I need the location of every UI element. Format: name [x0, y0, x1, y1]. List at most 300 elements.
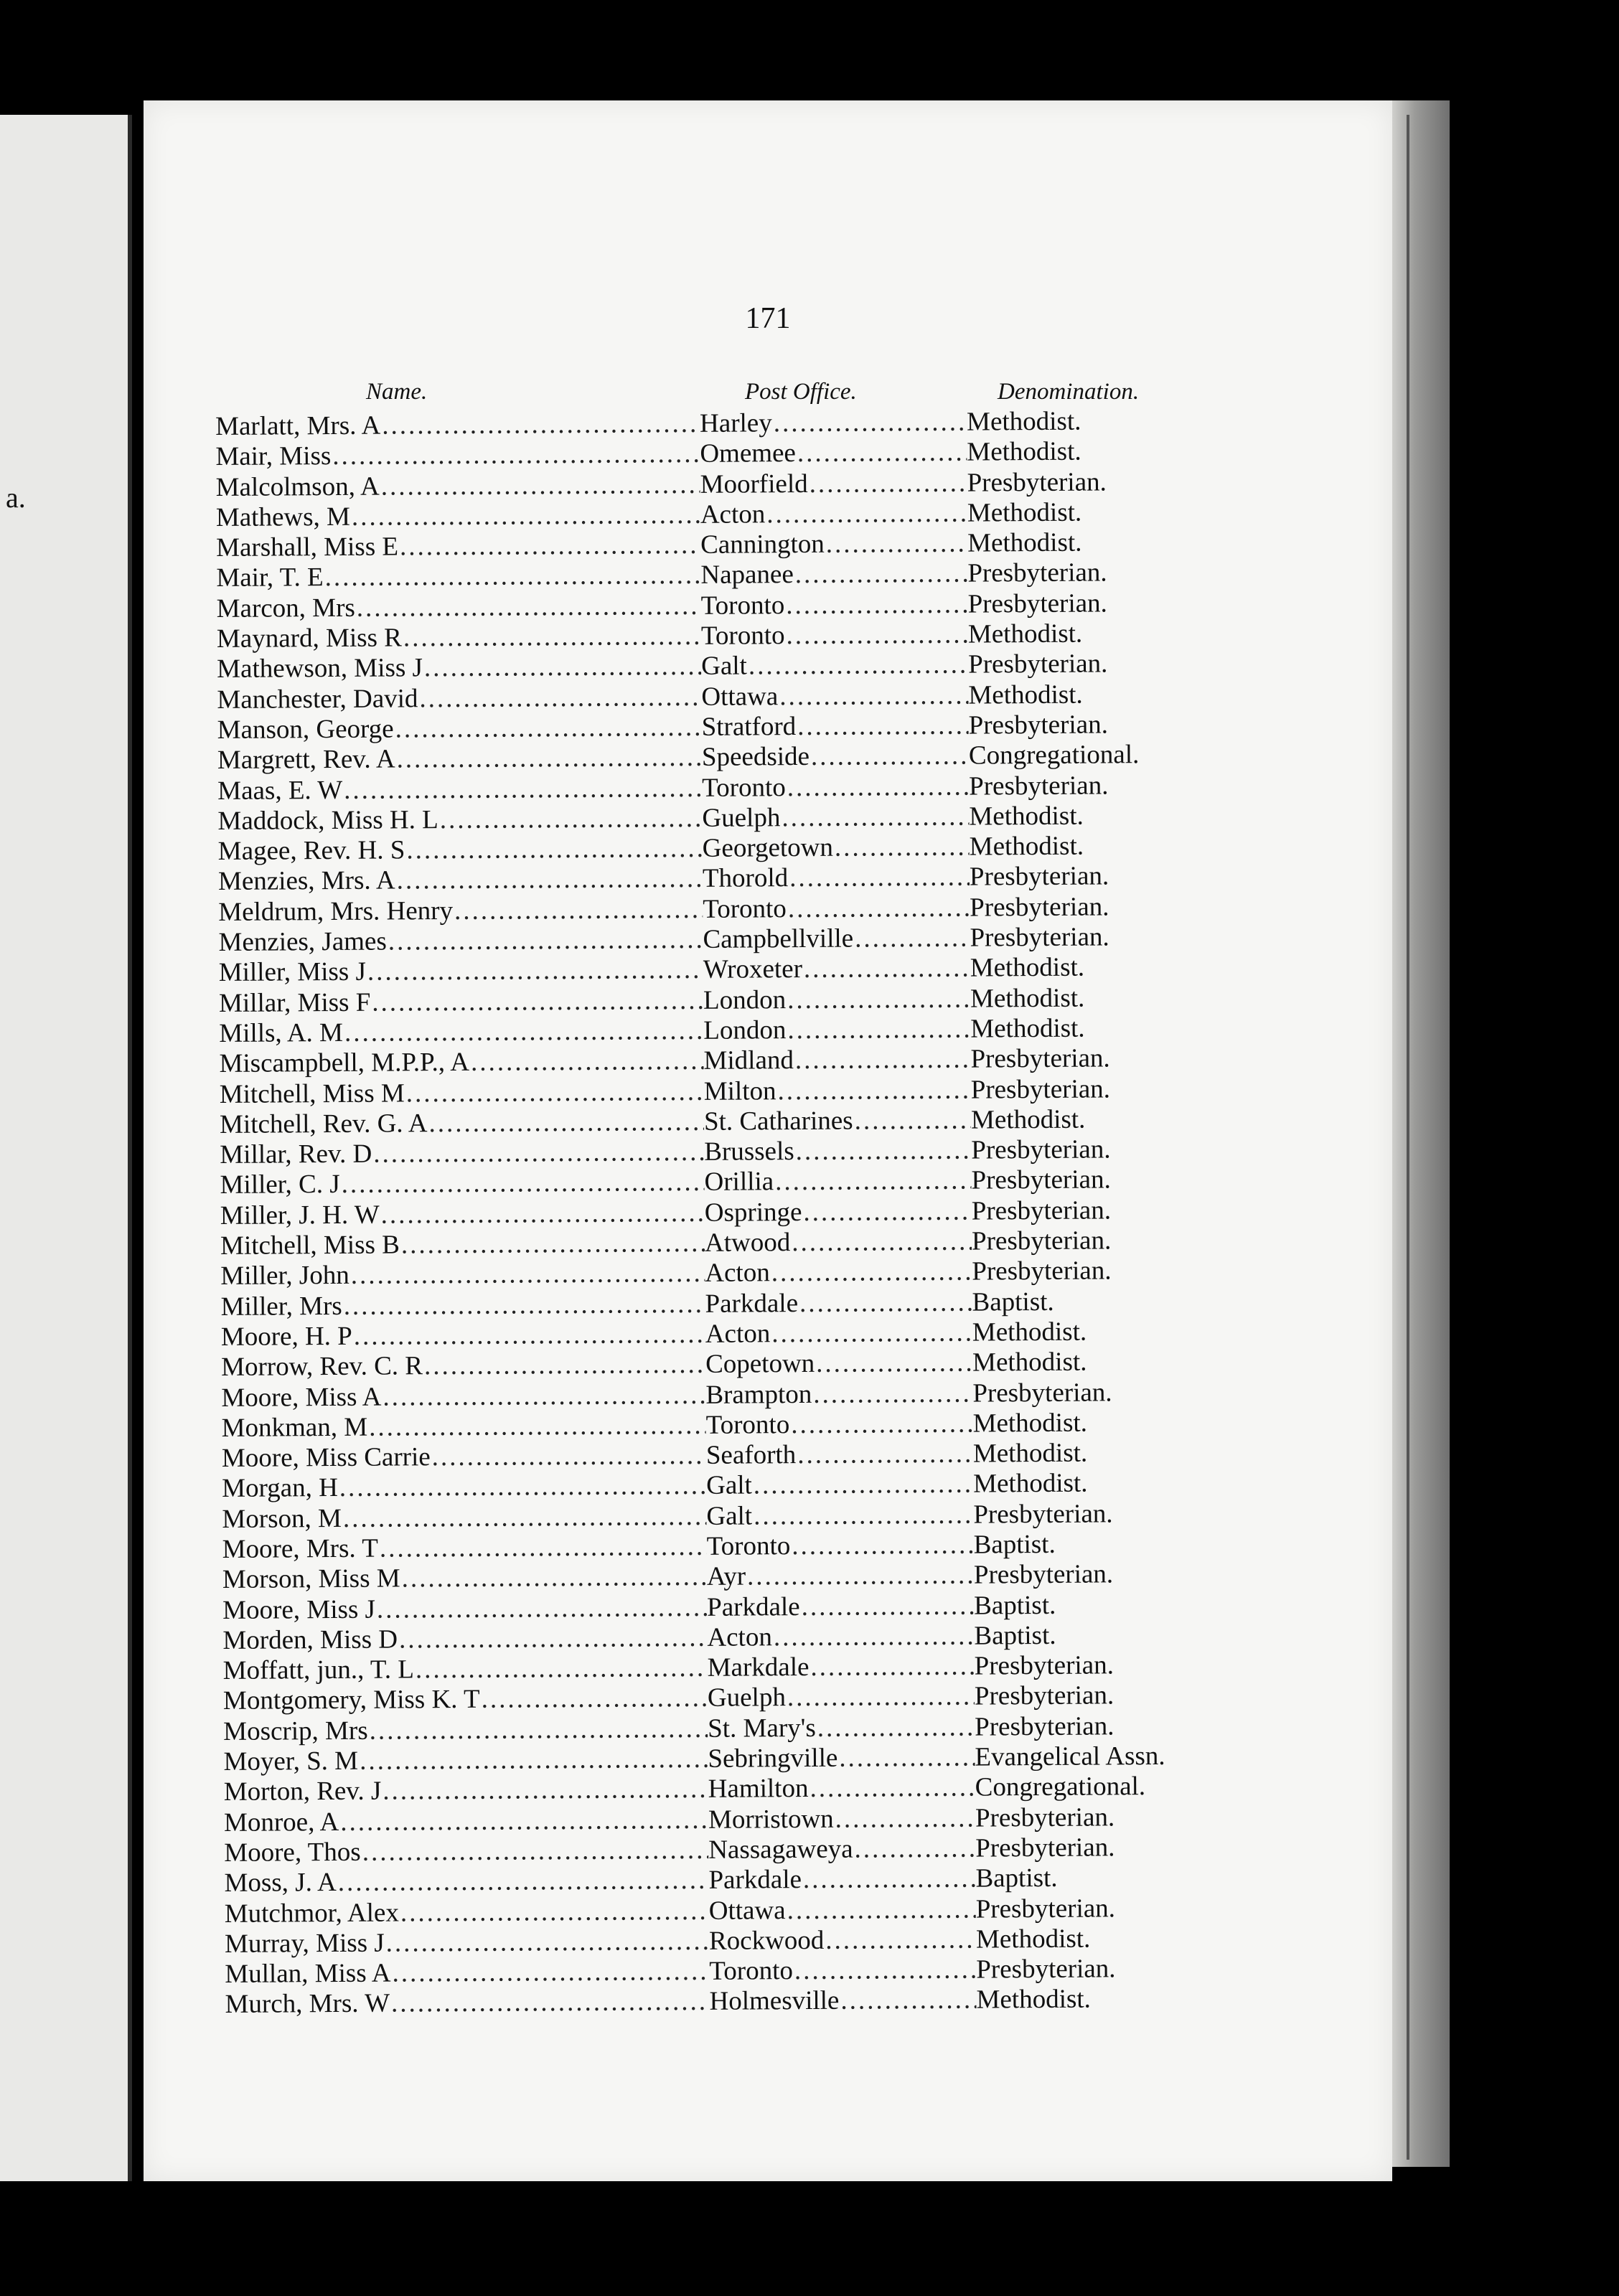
leader-dots: [395, 864, 703, 896]
entry-denomination: Presbyterian.: [976, 1954, 1116, 1985]
entry-post-office-cell: [707, 1530, 974, 1563]
entry-name-cell: [225, 1926, 709, 1959]
entry-denomination: Presbyterian.: [975, 1711, 1114, 1742]
entry-name-cell: [223, 1714, 708, 1747]
entry-name: Millar, Rev. D: [220, 1139, 372, 1170]
entry-denomination: Presbyterian.: [975, 1802, 1115, 1833]
entry-name-cell: [224, 1866, 708, 1899]
entry-post-office: Harley: [699, 408, 772, 438]
entry-post-office: Parkdale: [705, 1288, 799, 1319]
entry-post-office-cell: [709, 1985, 976, 2018]
entry-post-office-cell: [701, 620, 968, 652]
entry-name-cell: [222, 1471, 706, 1504]
leader-dots: [390, 1957, 709, 1989]
entry-denomination: Baptist.: [975, 1863, 1058, 1893]
entry-name: Moore, Miss Carrie: [221, 1442, 431, 1474]
leader-dots: [796, 711, 969, 743]
entry-name: Morden, Miss D: [222, 1624, 398, 1655]
leader-dots: [418, 682, 701, 715]
entry-denomination: Presbyterian.: [974, 1650, 1114, 1681]
entry-post-office: Parkdale: [707, 1591, 800, 1622]
entry-name-cell: [217, 651, 701, 684]
leader-dots: [342, 773, 702, 805]
entry-denomination: Presbyterian.: [973, 1559, 1114, 1590]
entry-denomination: Methodist.: [967, 436, 1081, 467]
entry-name-cell: [215, 439, 700, 472]
entry-denomination: Methodist.: [972, 1317, 1087, 1347]
leader-dots: [853, 923, 970, 954]
entry-post-office-cell: [705, 1317, 972, 1350]
entry-post-office-cell: [701, 650, 968, 682]
entry-denomination: Presbyterian.: [974, 1680, 1114, 1712]
entry-post-office: Speedside: [701, 742, 810, 773]
entry-denomination: Methodist.: [967, 527, 1082, 558]
entry-post-office: Toronto: [700, 590, 785, 621]
entry-name-cell: [220, 1289, 705, 1322]
entry-post-office: Toronto: [706, 1531, 791, 1561]
entry-post-office-cell: [708, 1682, 975, 1714]
entry-post-office-cell: [700, 438, 967, 470]
leader-dots: [427, 1107, 704, 1139]
page-number: 171: [745, 302, 791, 335]
leader-dots: [423, 1350, 705, 1382]
leader-dots: [784, 620, 968, 651]
entry-name: Moss, J. A: [224, 1868, 337, 1899]
entry-denomination: Presbyterian.: [970, 1043, 1110, 1074]
entry-post-office-cell: [700, 529, 967, 561]
page-fold-line: [1407, 115, 1409, 2160]
leader-dots: [770, 1257, 972, 1289]
entry-post-office: Toronto: [709, 1956, 794, 1986]
leader-dots: [387, 925, 703, 957]
leader-dots: [776, 1075, 971, 1106]
directory-entry: [225, 1983, 1344, 2020]
leader-dots: [824, 1924, 976, 1956]
leader-dots: [802, 1196, 972, 1228]
entry-denomination: Presbyterian.: [969, 861, 1109, 893]
entry-name: Moscrip, Mrs: [223, 1716, 368, 1746]
entry-name-cell: [221, 1380, 705, 1413]
leader-dots: [772, 408, 967, 439]
entry-name: Morgan, H: [222, 1473, 338, 1504]
entry-denomination: Methodist.: [970, 1013, 1085, 1044]
leader-dots: [381, 1774, 708, 1807]
entry-name: Meldrum, Mrs. Henry: [218, 895, 454, 927]
leader-dots: [378, 1532, 707, 1564]
entry-denomination: Methodist.: [967, 497, 1082, 528]
entry-name-cell: [222, 1502, 706, 1535]
entry-post-office-cell: [704, 1075, 971, 1107]
entry-post-office-cell: [703, 862, 970, 895]
entry-name: Millar, Miss F: [218, 987, 371, 1018]
entry-post-office: Ottawa: [708, 1895, 786, 1926]
entry-name: Mitchell, Miss B: [220, 1230, 400, 1261]
entry-name: Miller, John: [220, 1261, 349, 1292]
entry-name-cell: [222, 1623, 707, 1656]
leader-dots: [331, 439, 700, 471]
entry-post-office-cell: [703, 893, 970, 925]
entry-name: Murray, Miss J: [224, 1928, 385, 1959]
entry-name-cell: [219, 955, 703, 988]
entry-post-office-cell: [708, 1652, 975, 1684]
leader-dots: [385, 1926, 710, 1959]
entry-post-office-cell: [700, 408, 967, 440]
entry-name-cell: [217, 804, 702, 837]
entry-post-office-cell: [709, 1955, 976, 1987]
entry-denomination: Presbyterian.: [975, 1832, 1115, 1863]
entry-post-office-cell: [707, 1591, 974, 1623]
leader-dots: [794, 1045, 971, 1076]
leader-dots: [338, 1471, 707, 1503]
entry-denomination: Methodist.: [970, 1104, 1086, 1135]
leader-dots: [786, 1682, 975, 1713]
entry-name-cell: [222, 1411, 706, 1444]
entry-post-office: Cannington: [700, 530, 825, 560]
leader-dots: [853, 1105, 972, 1136]
leader-dots: [786, 1894, 976, 1926]
entry-post-office-cell: [705, 1196, 972, 1228]
entry-denomination: Baptist.: [974, 1590, 1056, 1621]
entry-post-office: Acton: [700, 499, 766, 530]
leader-dots: [395, 743, 702, 775]
entry-post-office: Campbellville: [703, 923, 854, 954]
entry-name: Mills, A. M: [219, 1017, 344, 1048]
entry-post-office: Sebringville: [708, 1743, 838, 1774]
leader-dots: [398, 530, 700, 563]
entry-name: Miscampbell, M.P.P., A: [219, 1048, 470, 1079]
entry-name-cell: [217, 773, 702, 806]
leader-dots: [786, 1015, 970, 1046]
entry-post-office-cell: [705, 1227, 972, 1259]
leader-dots: [423, 651, 701, 684]
leader-dots: [375, 1592, 707, 1624]
entry-post-office: Atwood: [704, 1228, 791, 1258]
entry-denomination: Methodist.: [975, 1924, 1091, 1954]
leader-dots: [372, 1137, 704, 1170]
leader-dots: [825, 529, 968, 560]
leader-dots: [802, 1864, 976, 1896]
leader-dots: [790, 1530, 974, 1562]
leader-dots: [834, 1803, 976, 1835]
entry-denomination: Methodist.: [969, 831, 1084, 862]
entry-name: Miller, Mrs: [220, 1291, 342, 1322]
entry-name: Moyer, S. M: [223, 1746, 359, 1777]
entry-post-office: Galt: [706, 1501, 753, 1531]
entry-denomination: Presbyterian.: [972, 1256, 1112, 1286]
entry-post-office-cell: [709, 1924, 976, 1957]
leader-dots: [342, 1502, 707, 1534]
entry-post-office-cell: [703, 832, 970, 865]
leader-dots: [367, 1411, 706, 1443]
entry-name-cell: [216, 469, 700, 502]
entry-name-cell: [217, 621, 701, 654]
entry-name-cell: [222, 1562, 707, 1595]
leader-dots: [810, 741, 969, 773]
leader-dots: [837, 1743, 975, 1774]
entry-denomination: Baptist.: [972, 1286, 1054, 1317]
leader-dots: [793, 1955, 977, 1987]
leader-dots: [786, 771, 970, 803]
entry-denomination: Methodist.: [968, 679, 1083, 710]
entry-post-office: Guelph: [707, 1683, 787, 1713]
left-page-edge: [0, 115, 132, 2181]
entry-post-office-cell: [703, 1045, 970, 1077]
entry-post-office-cell: [701, 589, 968, 621]
leader-dots: [355, 591, 701, 624]
entry-post-office-cell: [701, 680, 968, 712]
entry-post-office: Ottawa: [701, 681, 779, 712]
entry-name-cell: [215, 409, 700, 442]
entry-post-office-cell: [707, 1621, 974, 1653]
entry-denomination: Presbyterian.: [975, 1893, 1116, 1924]
entry-denomination: Methodist.: [967, 618, 1083, 649]
entry-name-cell: [222, 1441, 706, 1474]
entry-post-office-cell: [709, 1894, 976, 1926]
leader-dots: [816, 1712, 975, 1744]
entry-name-cell: [220, 1167, 704, 1200]
leader-dots: [809, 1652, 974, 1683]
entry-name-cell: [223, 1744, 708, 1777]
entry-name-cell: [221, 1350, 705, 1383]
entry-post-office-cell: [703, 954, 970, 986]
leader-dots: [402, 621, 701, 654]
entry-post-office-cell: [704, 1136, 971, 1168]
entry-denomination: Presbyterian.: [968, 649, 1108, 679]
entry-post-office-cell: [700, 559, 967, 591]
leader-dots: [366, 955, 703, 987]
entry-name-cell: [225, 1957, 709, 1990]
entry-name-cell: [218, 834, 703, 867]
leader-dots: [394, 712, 702, 745]
entry-name: Moore, Miss J: [222, 1594, 376, 1625]
entry-post-office-cell: [706, 1408, 973, 1441]
leader-dots: [765, 498, 967, 530]
leader-dots: [352, 1319, 705, 1352]
entry-name: Mair, Miss: [215, 441, 332, 472]
entry-denomination: Methodist.: [966, 406, 1081, 437]
leader-dots: [794, 1136, 972, 1167]
entry-post-office: Parkdale: [708, 1865, 802, 1896]
entry-post-office-cell: [704, 1166, 971, 1198]
leader-dots: [340, 1167, 705, 1200]
leader-dots: [431, 1441, 706, 1473]
entry-denomination: Presbyterian.: [971, 1225, 1112, 1256]
entry-post-office-cell: [705, 1287, 972, 1319]
entry-denomination: Congregational.: [975, 1772, 1146, 1802]
entry-name: Mutchmor, Alex: [224, 1898, 400, 1929]
leader-dots: [808, 468, 967, 499]
entry-post-office: St. Catharines: [703, 1106, 853, 1137]
entry-name: Morrow, Rev. C. R: [221, 1351, 423, 1383]
entry-name: Malcolmson, A: [215, 471, 380, 502]
leader-dots: [839, 1985, 976, 2016]
entry-denomination: Methodist.: [972, 1347, 1087, 1378]
leader-dots: [469, 1046, 704, 1078]
leader-dots: [368, 1714, 708, 1746]
entry-name-cell: [217, 712, 702, 745]
leader-dots: [380, 409, 700, 441]
entry-name-cell: [217, 682, 701, 715]
entry-post-office-cell: [708, 1773, 975, 1805]
entry-name: Menzies, James: [218, 926, 387, 958]
entry-denomination: Methodist.: [976, 1985, 1091, 2015]
entry-post-office-cell: [708, 1712, 975, 1744]
entry-name-cell: [219, 1046, 703, 1079]
entry-name: Montgomery, Miss K. T: [222, 1685, 480, 1716]
leader-dots: [398, 1623, 708, 1655]
entry-name: Moore, Thos: [224, 1837, 361, 1868]
header-name: Name.: [366, 379, 428, 405]
entry-name-cell: [222, 1592, 707, 1625]
entry-denomination: Presbyterian.: [967, 557, 1107, 589]
leader-dots: [798, 1287, 972, 1319]
entry-denomination: Congregational.: [968, 740, 1140, 771]
entry-name: Moffatt, jun., T. L: [222, 1655, 415, 1686]
leader-dots: [853, 1834, 975, 1865]
entry-name: Miller, Miss J: [218, 957, 367, 988]
entry-name: Monroe, A: [223, 1807, 339, 1838]
entry-name-cell: [223, 1683, 708, 1716]
entry-name-cell: [217, 591, 701, 624]
entry-name-cell: [220, 1198, 705, 1231]
entry-post-office-cell: [702, 771, 969, 804]
leader-dots: [361, 1835, 709, 1868]
leader-dots: [747, 650, 969, 682]
entry-post-office-cell: [708, 1864, 975, 1896]
entry-name-cell: [219, 1016, 703, 1049]
leader-dots: [794, 559, 968, 591]
leader-dots: [400, 1562, 708, 1594]
entry-post-office: Copetown: [705, 1349, 815, 1380]
entry-post-office-cell: [700, 468, 967, 500]
entry-name-cell: [224, 1805, 708, 1838]
entry-post-office: Omemee: [700, 438, 797, 469]
entry-name-cell: [220, 1228, 705, 1261]
entry-post-office-cell: [702, 801, 969, 834]
entry-name: Manchester, David: [217, 683, 418, 715]
entry-denomination: Methodist.: [970, 983, 1085, 1014]
leader-dots: [405, 1076, 704, 1109]
header-denomination: Denomination.: [998, 379, 1140, 405]
entry-post-office: Nassagaweya: [708, 1834, 853, 1865]
entry-post-office: Orillia: [704, 1167, 774, 1198]
leader-dots: [337, 1866, 709, 1898]
leader-dots: [787, 893, 970, 924]
entry-name: Monkman, M: [221, 1412, 368, 1443]
entry-denomination: Methodist.: [972, 1408, 1088, 1439]
entry-post-office-cell: [702, 711, 969, 743]
entry-name-cell: [216, 530, 700, 563]
leader-dots: [358, 1744, 708, 1777]
entry-name: Moore, Mrs. T: [222, 1533, 379, 1564]
entry-name-cell: [218, 925, 703, 958]
entry-name: Moore, Miss A: [221, 1382, 382, 1413]
leader-dots: [808, 1773, 975, 1805]
leader-dots: [380, 1198, 705, 1231]
entry-name: Maynard, Miss R: [216, 623, 403, 654]
entry-post-office: Rockwood: [708, 1925, 825, 1956]
entry-post-office: Ayr: [706, 1561, 746, 1592]
entry-name: Marlatt, Mrs. A: [215, 410, 381, 441]
leader-dots: [790, 1227, 972, 1258]
entry-name: Mathewson, Miss J: [217, 653, 423, 684]
entry-denomination: Presbyterian.: [970, 922, 1109, 953]
entry-post-office: Holmesville: [709, 1986, 840, 2017]
entry-name-cell: [220, 1137, 704, 1170]
entry-name: Mitchell, Miss M: [219, 1078, 405, 1109]
entry-post-office: Morristown: [708, 1804, 834, 1835]
leader-dots: [381, 1380, 705, 1412]
leader-dots: [342, 1289, 705, 1321]
entry-post-office-cell: [702, 741, 969, 773]
entry-name: Morton, Rev. J: [223, 1776, 382, 1807]
leader-dots: [784, 589, 968, 621]
entry-post-office-cell: [707, 1561, 974, 1593]
entry-name: Mair, T. E: [216, 563, 324, 593]
entry-name: Mitchell, Rev. G. A: [219, 1109, 428, 1139]
entry-post-office: Markdale: [707, 1652, 810, 1683]
entry-name-cell: [216, 500, 700, 533]
directory-page: [144, 100, 1392, 2181]
entry-post-office: Napanee: [700, 560, 794, 591]
entry-post-office-cell: [705, 1348, 972, 1380]
leader-dots: [746, 1561, 974, 1592]
leader-dots: [350, 500, 700, 532]
entry-name: Mullan, Miss A: [225, 1958, 391, 1990]
entry-denomination: Methodist.: [969, 801, 1084, 832]
entry-name-cell: [216, 560, 700, 593]
entry-name-cell: [220, 1258, 705, 1292]
leader-dots: [770, 1317, 972, 1349]
entry-post-office: St. Mary's: [708, 1713, 816, 1744]
entry-denomination: Methodist.: [970, 952, 1085, 983]
leader-dots: [833, 832, 970, 863]
entry-post-office-cell: [700, 498, 967, 530]
leader-dots: [786, 984, 970, 1015]
entry-post-office: Hamilton: [708, 1774, 809, 1805]
entry-post-office: Midland: [703, 1045, 794, 1076]
entry-post-office-cell: [704, 1105, 971, 1137]
entry-post-office: Galt: [701, 651, 748, 682]
entry-post-office: Guelph: [702, 803, 781, 833]
entry-post-office: Toronto: [702, 772, 786, 803]
entry-post-office: Acton: [705, 1258, 770, 1289]
entry-denomination: Presbyterian.: [967, 588, 1107, 619]
entry-denomination: Methodist.: [973, 1468, 1088, 1499]
entry-post-office-cell: [706, 1439, 973, 1472]
entry-post-office: Moorfield: [700, 469, 808, 499]
entry-denomination: Methodist.: [972, 1438, 1088, 1469]
entry-name: Mathews, M: [215, 502, 351, 532]
entry-name: Moore, H. P: [220, 1321, 352, 1352]
entry-post-office-cell: [708, 1834, 975, 1866]
entry-post-office: Galt: [706, 1470, 752, 1501]
leader-dots: [788, 862, 970, 894]
leader-dots: [796, 1439, 973, 1471]
leader-dots: [772, 1621, 975, 1652]
entry-name: Manson, George: [217, 714, 394, 745]
leader-dots: [774, 1166, 972, 1198]
leader-dots: [400, 1228, 705, 1261]
entry-post-office: Toronto: [700, 621, 785, 651]
leader-dots: [380, 469, 700, 502]
entry-name: Marcon, Mrs: [216, 593, 355, 624]
entry-denomination: Presbyterian.: [969, 770, 1109, 801]
entry-post-office-cell: [708, 1803, 975, 1835]
leader-dots: [778, 680, 968, 712]
entry-post-office: Brampton: [705, 1379, 812, 1410]
entry-name-cell: [225, 1896, 709, 1929]
